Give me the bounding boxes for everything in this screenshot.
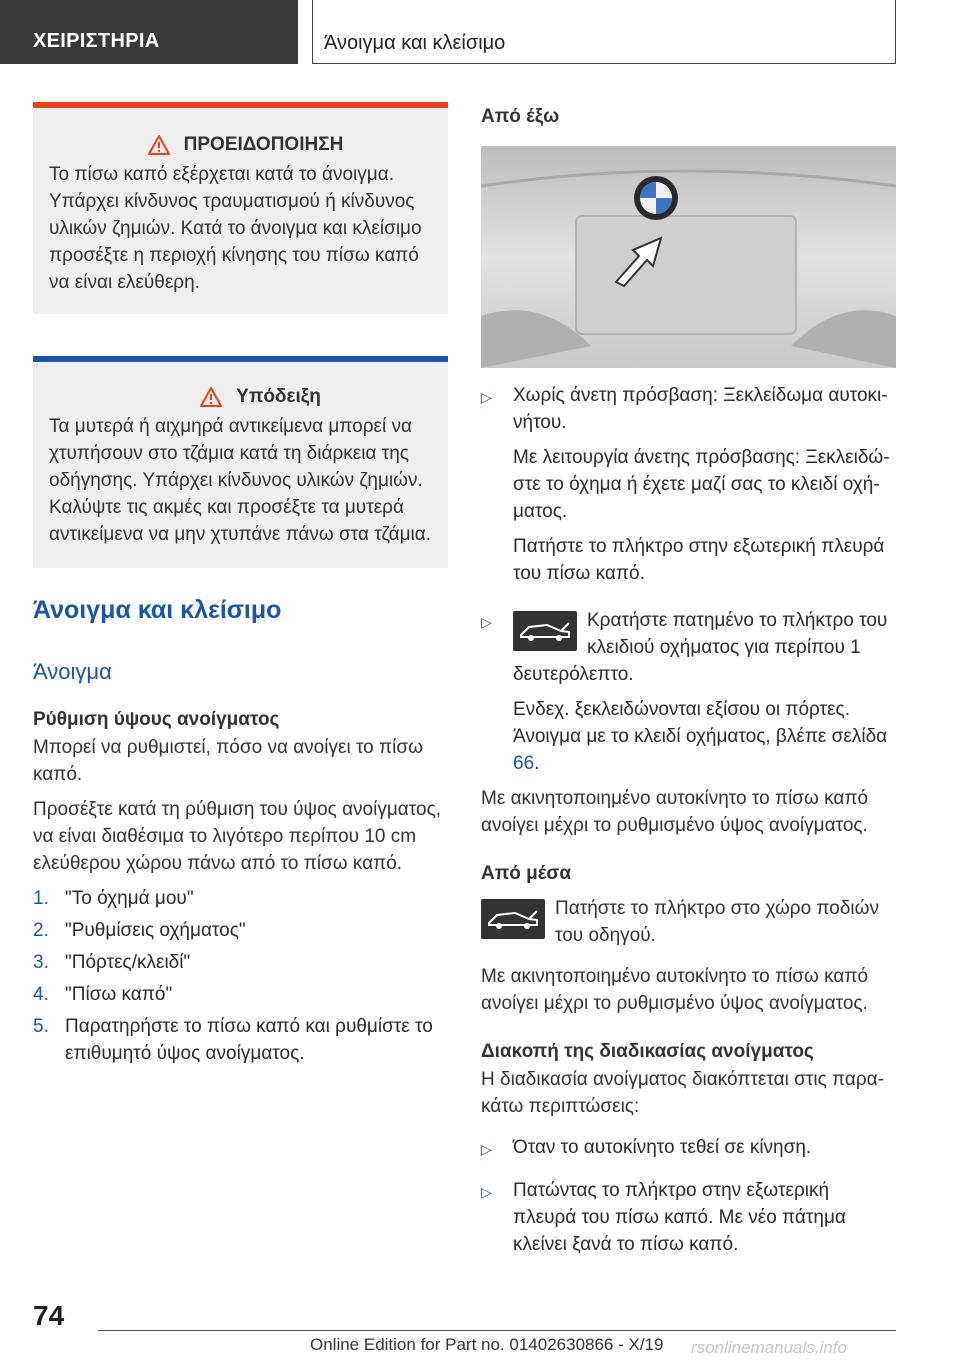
list-item: 3. "Πόρτες/κλειδί" [33, 952, 191, 973]
car-key-trunk-icon [513, 611, 577, 651]
inside-para: Με ακινητοποιημένο αυτοκίνητο το πίσω καπό ανοίγει μέχρι το ρυθμισμένο ύψος ανοίγματος. [481, 966, 869, 1014]
page-number: 74 [33, 1300, 65, 1331]
section-title: Άνοιγμα και κλείσιμο [324, 32, 506, 54]
list-item: ▷ Όταν το αυτοκίνητο τεθεί σε κίνηση. [481, 1134, 896, 1163]
note-box [33, 356, 448, 568]
opening-heading: Άνοιγμα [33, 659, 112, 684]
list-item: 4. "Πίσω καπό" [33, 984, 173, 1005]
inside-row [481, 895, 896, 949]
right-column [481, 102, 896, 1258]
bullet-triangle-icon: ▷ [481, 1184, 492, 1200]
bullet-triangle-icon: ▷ [481, 614, 492, 630]
warning-title: ΠΡΟΕΙΔΟΠΟΙΗΣΗ [183, 134, 344, 155]
height-setting-heading: Ρύθμιση ύψους ανοίγματος [33, 709, 280, 730]
warning-box [33, 102, 448, 314]
note-triangle-icon [200, 387, 222, 407]
note-title: Υπόδειξη [236, 386, 321, 407]
inside-heading: Από μέσα [481, 863, 572, 884]
section-heading: Άνοιγμα και κλείσιμο [33, 596, 282, 624]
bullet-triangle-icon: ▷ [481, 389, 492, 405]
list-item: 2. "Ρυθμίσεις οχήματος" [33, 920, 246, 941]
height-para-1: Μπορεί να ρυθμιστεί, πόσο να ανοίγει το πίσω καπό. [33, 737, 423, 785]
interrupt-text: Η διαδικασία ανοίγματος διακόπτεται στις παρακάτω περιπτώσεις: [481, 1069, 884, 1117]
warning-text: Το πίσω καπό εξέρχεται κατά το άνοιγμα. Υπάρχει κίνδυνος τραυματισμού ή κίνδυνος υλικών ζημιών. Κατά το άνοιγμα και κλείσιμο προσέξτε η περιοχή κίνησης του πίσω καπό να είναι ελεύθερη. [49, 164, 422, 293]
header-chapter-tab [0, 0, 298, 64]
outside-para-after: Με ακινητοποιημένο αυτοκίνητο το πίσω καπό ανοίγει μέχρι το ρυθμισμένο ύψος ανοίγματος. [481, 788, 869, 836]
page-link[interactable]: 66 [513, 753, 535, 774]
interrupt-heading: Διακοπή της διαδικασίας ανοίγματος [481, 1041, 814, 1062]
list-item: ▷ Χωρίς άνετη πρόσβαση: Ξεκλείδωμα αυτοκινήτου. [481, 382, 896, 436]
warning-triangle-icon [148, 135, 170, 155]
list-item: ▷ Κρατήστε πατημένο το πλήκτρο του κλειδιού οχήματος για περίπου 1 δευτερόλεπτο. [481, 607, 896, 688]
footwell-trunk-button-icon [481, 899, 545, 939]
chapter-title: ΧΕΙΡΙΣΤΗΡΙΑ [33, 30, 160, 52]
note-text: Τα μυτερά ή αιχμηρά αντικείμενα μπορεί να χτυπήσουν στο τζάμια κατά τη διάρκεια της οδήγησης. Υπάρχει κίνδυνος υλικών ζημιών. Καλύψτε τις ακμές και προσέξτε τα μυτερά αντικείμενα να μην χτυπάνε πάνω στα τζάμια. [49, 416, 432, 545]
footer-divider [98, 1330, 896, 1331]
left-column [33, 102, 448, 1072]
note-heading [49, 383, 432, 410]
outside-heading: Από έξω [481, 106, 560, 127]
list-item: 1. "Το όχημά μου" [33, 888, 194, 909]
bullet2-sub: Ενδεχ. ξεκλειδώνονται εξίσου οι πόρτες. Άνοιγμα με το κλειδί οχήματος, βλέπε σελίδα 66. [513, 699, 888, 774]
list-item: 5. Παρατηρήστε το πίσω καπό και ρυθμίστε το επιθυμητό ύψος ανοίγματος. [33, 1016, 433, 1064]
edition-text: Online Edition for Part no. 01402630866 - X/19 [310, 1335, 664, 1354]
watermark: rsonlinemanuals.info [691, 1338, 847, 1357]
list-item: ▷ Πατώντας το πλήκτρο στην εξωτερική πλευρά του πίσω καπό. Με νέο πάτημα κλείνει ξανά το πίσω καπό. [481, 1177, 896, 1258]
warning-heading [49, 131, 432, 158]
bullet1-sub-1: Με λειτουργία άνετης πρόσβασης: Ξεκλειδώστε το όχημα ή έχετε μαζί σας το κλειδί οχήματος. [513, 447, 890, 522]
inside-text: Πατήστε το πλήκτρο στο χώρο ποδιών του οδηγού. [555, 898, 879, 946]
height-para-2: Προσέξτε κατά τη ρύθμιση του ύψος ανοίγματος, να είναι διαθέσιμα το λιγότερο περίπου 10 cm ελεύθερου χώρου πάνω από το πίσω καπό. [33, 799, 442, 874]
steps-list [33, 885, 448, 1067]
trunk-button-photo [481, 146, 896, 368]
bullet1-sub-2: Πατήστε το πλήκτρο στην εξωτερική πλευρά του πίσω καπό. [513, 536, 885, 584]
bullet-triangle-icon: ▷ [481, 1141, 492, 1157]
